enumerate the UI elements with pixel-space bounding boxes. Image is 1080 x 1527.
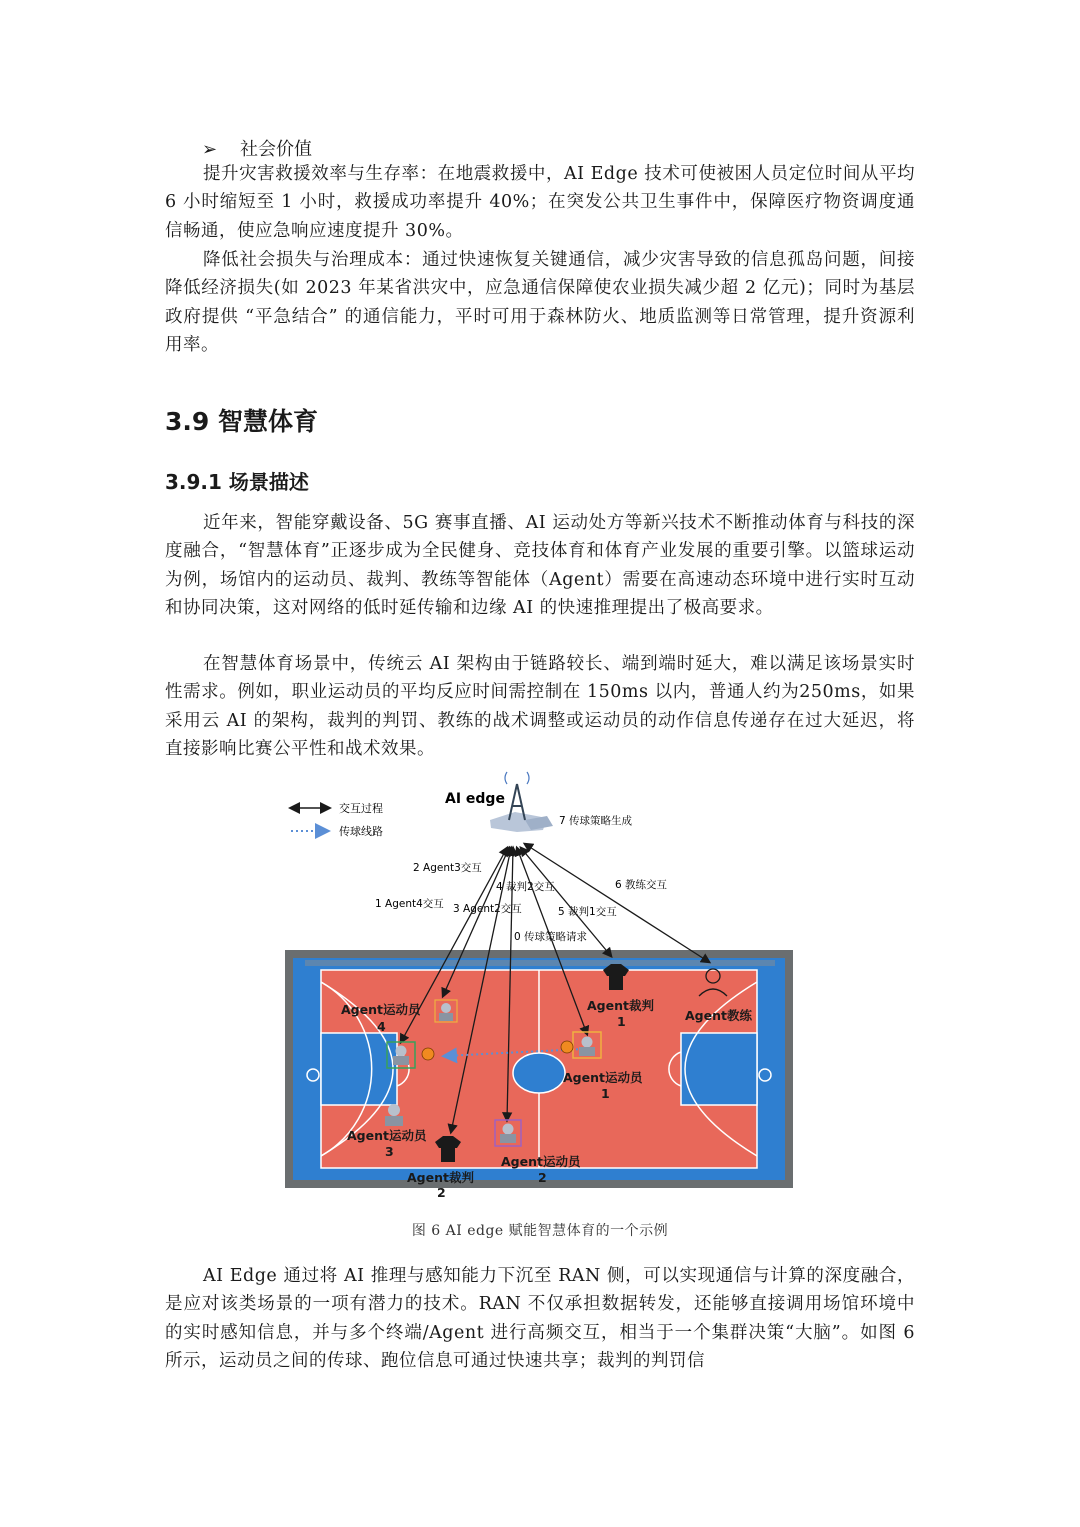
section-title: 3.9 智慧体育 (165, 407, 318, 436)
step4-label: 4 裁判2交互 (496, 881, 555, 893)
legend-pass-label: 传球线路 (339, 825, 383, 838)
agent-player-2-label: Agent运动员 (501, 1154, 581, 1169)
bullet-heading (202, 135, 312, 161)
agent-referee-2-number: 2 (437, 1185, 446, 1200)
step7-label: 7 传球策略生成 (559, 815, 633, 827)
agent-referee-1-number: 1 (617, 1014, 626, 1029)
step3-label: 3 Agent2交互 (453, 903, 522, 915)
agent-player-1-label: Agent运动员 (563, 1070, 643, 1085)
agent-player-3-label: Agent运动员 (347, 1128, 427, 1143)
scenario-paragraph-2: 在智慧体育场景中，传统云 AI 架构由于链路较长、端到端时延大，难以满足该场景实时性需求。例如，职业运动员的平均反应时间需控制在 150ms 以内，普通人约为250ms，如果采用云 AI 的架构，裁判的判罚、教练的战术调整或运动员的动作信息传递存在过大延迟，将直接影响比赛公平性和战术效果。 (165, 654, 915, 759)
bullet-heading-text: 社会价值 (240, 139, 312, 160)
ai-edge-sports-figure (285, 770, 795, 1200)
subsection-title: 3.9.1 场景描述 (165, 470, 309, 494)
social-value-paragraph-2: 降低社会损失与治理成本：通过快速恢复关键通信，减少灾害导致的信息孤岛问题，间接降低经济损失(如 2023 年某省洪灾中，应急通信保障使农业损失减少超 2 亿元)；同时为基层政府提供 “平急结合” 的通信能力，平时可用于森林防火、地质监测等日常管理，提升资源利用率。 (165, 250, 915, 355)
agent-referee-2-label: Agent裁判 (407, 1170, 474, 1185)
scenario-paragraph-3: AI Edge 通过将 AI 推理与感知能力下沉至 RAN 侧，可以实现通信与计算的深度融合，是应对该类场景的一项有潜力的技术。RAN 不仅承担数据转发，还能够直接调用场馆环境中的实时感知信息，并与多个终端/Agent 进行高频交互，相当于一个集群决策“大脑”。如图 6 所示，运动员之间的传球、跑位信息可通过快速共享；裁判的判罚信 (165, 1266, 915, 1371)
basketball-court (285, 950, 793, 1188)
step0-label: 0 传球策略请求 (514, 931, 588, 943)
step1-label: 1 Agent4交互 (375, 898, 444, 910)
agent-coach-label: Agent教练 (685, 1008, 752, 1023)
bullet-arrow-icon: ➢ (202, 139, 218, 160)
figure-caption: 图 6 AI edge 赋能智慧体育的一个示例 (411, 1223, 669, 1239)
step2-label: 2 Agent3交互 (413, 862, 482, 874)
social-value-paragraph-1: 提升灾害救援效率与生存率：在地震救援中，AI Edge 技术可使被困人员定位时间从平均 6 小时缩短至 1 小时，救援成功率提升 40%；在突发公共卫生事件中，保障医疗物资调度通信畅通，使应急响应速度提升 30%。 (165, 164, 915, 241)
scenario-paragraph-1: 近年来，智能穿戴设备、5G 赛事直播、AI 运动处方等新兴技术不断推动体育与科技的深度融合，“智慧体育”正逐步成为全民健身、竞技体育和体育产业发展的重要引擎。以篮球运动为例，场馆内的运动员、裁判、教练等智能体（Agent）需要在高速动态环境中进行实时互动和协同决策，这对网络的低时延传输和边缘 AI 的快速推理提出了极高要求。 (165, 513, 915, 618)
ai-edge-label: AI edge (445, 791, 505, 807)
agent-player-3-number: 3 (385, 1144, 394, 1159)
agent-referee-1-label: Agent裁判 (587, 998, 654, 1013)
step5-label: 5 裁判1交互 (558, 906, 617, 918)
step6-label: 6 教练交互 (615, 879, 668, 891)
agent-player-1-number: 1 (601, 1086, 610, 1101)
agent-player-4-number: 4 (377, 1019, 386, 1034)
agent-player-4-label: Agent运动员 (341, 1002, 421, 1017)
basketball-right-icon (561, 1041, 573, 1053)
agent-player-2-number: 2 (538, 1170, 547, 1185)
basketball-left-icon (422, 1048, 434, 1060)
legend-interaction-label: 交互过程 (339, 802, 383, 815)
